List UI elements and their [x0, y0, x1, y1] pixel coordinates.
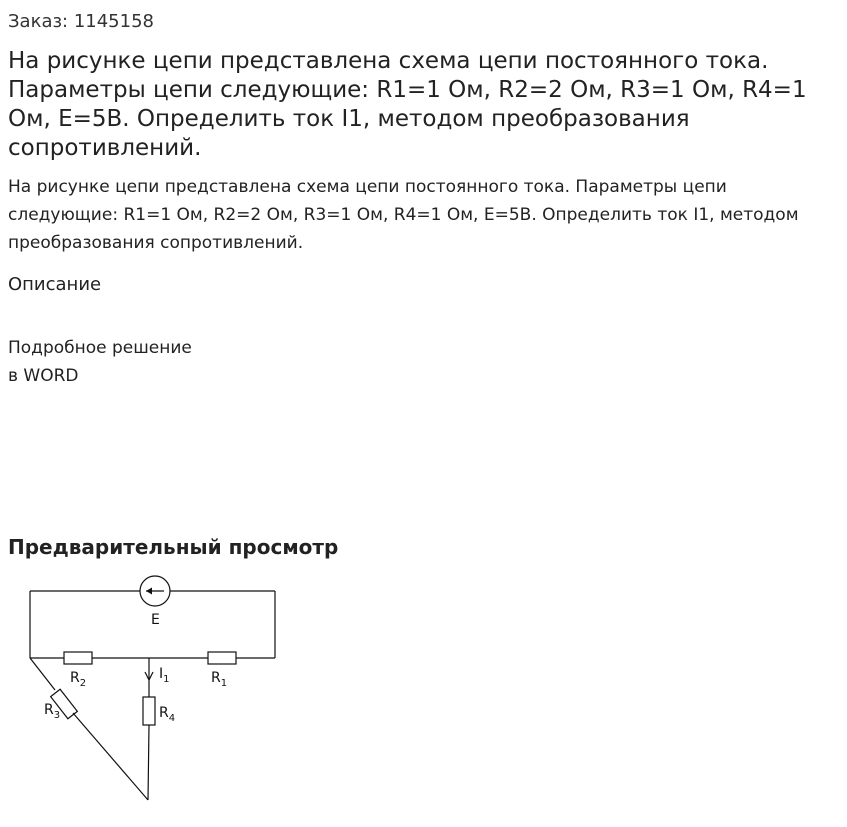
- label-i1: $I_1$: [159, 666, 170, 685]
- solution-line-2: в WORD: [8, 366, 79, 386]
- resistor-r1: [208, 652, 236, 664]
- label-r2: $R_2$: [70, 670, 87, 689]
- description-section-label: Описание: [8, 274, 102, 295]
- circuit-preview-image: [8, 570, 308, 810]
- solution-note: [8, 334, 192, 390]
- label-r3: $R_3$: [44, 702, 61, 721]
- order-number: Заказ: 1145158: [8, 11, 154, 32]
- solution-line-1: Подробное решение: [8, 338, 192, 358]
- preview-title: Предварительный просмотр: [8, 535, 339, 559]
- task-description: На рисунке цепи представлена схема цепи постоянного тока. Параметры цепи следующие: R1=1 Ом, R2=2 Ом, R3=1 Ом, R4=1 Ом, E=5В. Определить ток I1, методом преобразования сопротивлений.: [8, 177, 799, 253]
- source-arrow-head-icon: [146, 588, 152, 595]
- label-e: E: [151, 612, 160, 628]
- resistor-r2: [64, 652, 92, 664]
- wire-center-lower: [148, 725, 149, 800]
- circuit-diagram: [8, 570, 308, 810]
- resistor-r4: [143, 697, 155, 725]
- label-r4: $R_4$: [159, 705, 176, 724]
- label-r1: $R_1$: [211, 670, 228, 689]
- wire-diag-upper: [30, 658, 55, 690]
- wire-diag-lower: [73, 713, 148, 800]
- page-title: На рисунке цепи представлена схема цепи постоянного тока. Параметры цепи следующие: R1=1 Ом, R2=2 Ом, R3=1 Ом, R4=1 Ом, E=5В. Определить ток I1, методом преобразования сопротивлений.: [8, 48, 807, 161]
